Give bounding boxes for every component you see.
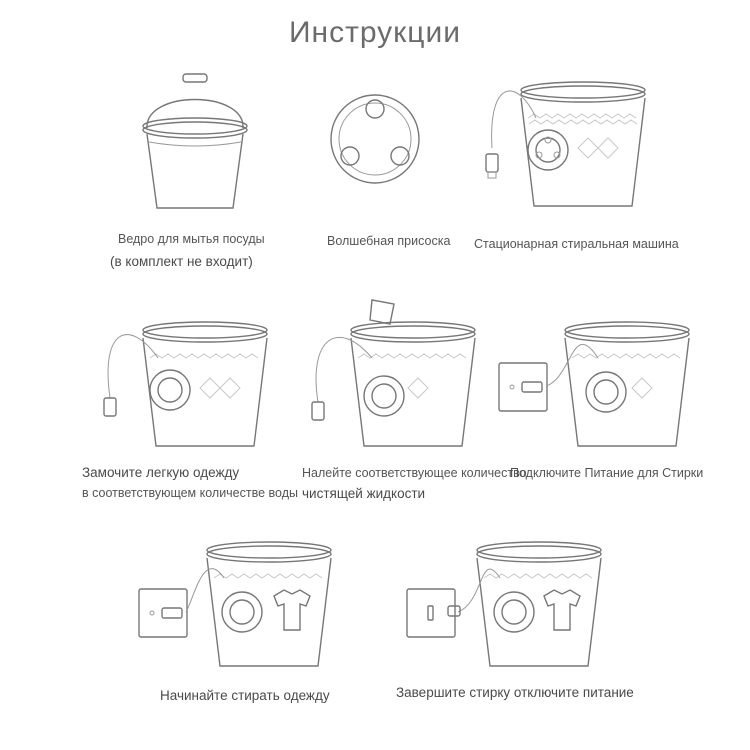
step-3-label: Стационарная стиральная машина [474, 237, 679, 251]
page-title: Инструкции [288, 16, 462, 49]
step-6-label: Подключите Питание для Стирки [510, 466, 704, 480]
bucket-icon [135, 70, 255, 220]
step-7-label: Начинайте стирать одежду [160, 688, 330, 703]
step-6-bucket-icon [522, 318, 692, 458]
step-4-label: Замочите легкую одежду [82, 465, 240, 480]
step-5-sublabel: чистящей жидкости [302, 486, 426, 501]
step-5-label: Налейте соответствующее количество [302, 466, 527, 480]
shirt-icon [164, 538, 334, 678]
step-4-sublabel: в соответствующем количестве воды [82, 486, 298, 500]
step-8-bucket-icon [434, 538, 604, 678]
step-8-label: Завершите стирку отключите питание [396, 685, 634, 700]
step-4-bucket-icon [100, 318, 270, 458]
step-1-label: Ведро для мытья посуды [118, 232, 265, 246]
washing-machine-icon [478, 78, 648, 218]
suction-cup-icon [328, 92, 423, 187]
step-1-sublabel: (в комплект не входит) [110, 254, 253, 269]
step-2-label: Волшебная присоска [327, 234, 451, 248]
step-5-bucket-icon [308, 318, 478, 458]
